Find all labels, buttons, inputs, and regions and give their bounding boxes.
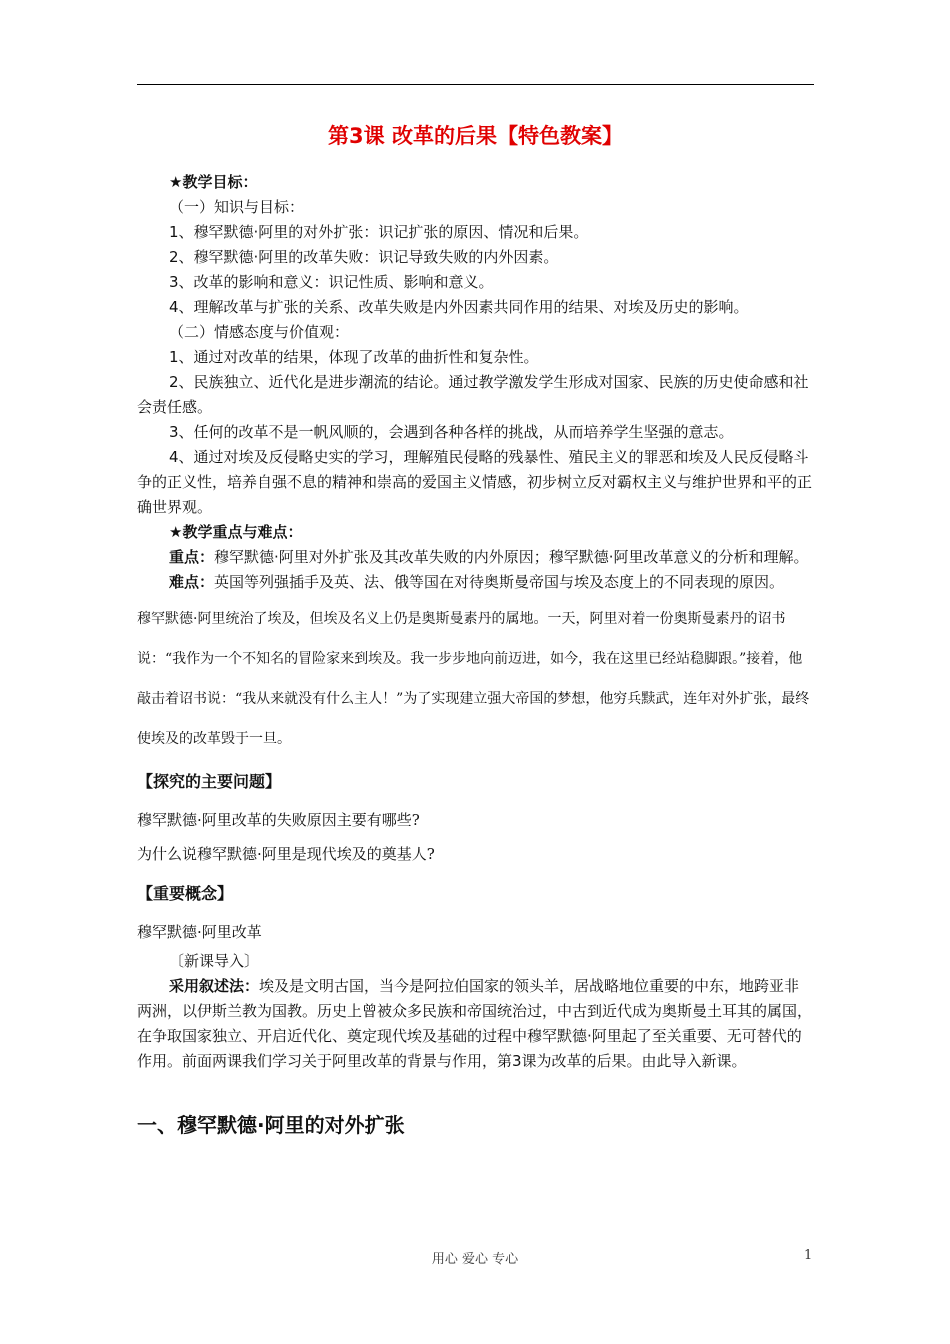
page-title: 第3课 改革的后果【特色教案】 bbox=[328, 124, 623, 148]
concepts-heading: 【重要概念】 bbox=[137, 884, 234, 903]
document-body bbox=[137, 120, 814, 1140]
objectives-heading: ★教学目标： bbox=[169, 173, 258, 191]
knowledge-heading: （一）知识与目标： bbox=[169, 198, 305, 216]
story-paragraph: 穆罕默德·阿里统治了埃及，但埃及名义上仍是奥斯曼素丹的属地。一天，阿里对着一份奥斯曼素丹的诏书说：“我作为一个不知名的冒险家来到埃及。我一步步地向前迈进，如今，我在这里已经站稳脚跟。”接着，他敲击着诏书说：“我从来就没有什么主人！”为了实现建立强大帝国的梦想，他穷兵黩武，连年对外扩张，最终使埃及的改革毁于一旦。 bbox=[137, 611, 810, 747]
inquiry-question: 为什么说穆罕默德·阿里是现代埃及的奠基人? bbox=[137, 845, 435, 863]
footer-text: 用心 爱心 专心 bbox=[431, 1252, 519, 1267]
emotion-item: 4、通过对埃及反侵略史实的学习，理解殖民侵略的残暴性、殖民主义的罪恶和埃及人民反侵略斗争的正义性，培养自强不息的精神和崇高的爱国主义情感，初步树立反对霸权主义与维护世界和平的正确世界观。 bbox=[137, 448, 813, 516]
focus-paragraph bbox=[137, 545, 814, 570]
intro-text: 埃及是文明古国，当今是阿拉伯国家的领头羊，居战略地位重要的中东，地跨亚非两洲，以伊斯兰教为国教。历史上曾被众多民族和帝国统治过，中古到近代成为奥斯曼土耳其的属国，在争取国家独立、开启近代化、奠定现代埃及基础的过程中穆罕默德·阿里起了至关重要、无可替代的作用。前面两课我们学习关于阿里改革的背景与作用，第3课为改革的后果。由此导入新课。 bbox=[137, 977, 813, 1070]
intro-heading: 〔新课导入〕 bbox=[169, 952, 260, 970]
emotion-item: 3、任何的改革不是一帆风顺的，会遇到各种各样的挑战，从而培养学生坚强的意志。 bbox=[169, 423, 734, 441]
page-number: 1 bbox=[804, 1248, 813, 1263]
intro-method-label: 采用叙述法： bbox=[169, 977, 260, 995]
section-one-heading: 一、穆罕默德·阿里的对外扩张 bbox=[137, 1113, 405, 1137]
focus-text: 穆罕默德·阿里对外扩张及其改革失败的内外原因；穆罕默德·阿里改革意义的分析和理解。 bbox=[214, 548, 809, 566]
emotion-heading: （二）情感态度与价值观： bbox=[169, 323, 350, 341]
knowledge-item: 3、改革的影响和意义：识记性质、影响和意义。 bbox=[169, 273, 494, 291]
emotion-item: 2、民族独立、近代化是进步潮流的结论。通过教学激发学生形成对国家、民族的历史使命感和社会责任感。 bbox=[137, 373, 809, 416]
key-points-heading: ★教学重点与难点： bbox=[169, 523, 303, 541]
difficulty-paragraph bbox=[137, 570, 814, 595]
concept-item: 穆罕默德·阿里改革 bbox=[137, 923, 262, 941]
header-rule bbox=[137, 84, 814, 85]
inquiry-question: 穆罕默德·阿里改革的失败原因主要有哪些? bbox=[137, 811, 420, 829]
difficulty-label: 难点： bbox=[169, 573, 215, 591]
focus-label: 重点： bbox=[169, 548, 215, 566]
intro-paragraph bbox=[137, 974, 814, 1074]
knowledge-item: 1、穆罕默德·阿里的对外扩张：识记扩张的原因、情况和后果。 bbox=[169, 223, 589, 241]
emotion-item: 1、通过对改革的结果，体现了改革的曲折性和复杂性。 bbox=[169, 348, 539, 366]
knowledge-item: 2、穆罕默德·阿里的改革失败：识记导致失败的内外因素。 bbox=[169, 248, 559, 266]
difficulty-text: 英国等列强插手及英、法、俄等国在对待奥斯曼帝国与埃及态度上的不同表现的原因。 bbox=[214, 573, 785, 591]
inquiry-heading: 【探究的主要问题】 bbox=[137, 772, 282, 791]
knowledge-item: 4、理解改革与扩张的关系、改革失败是内外因素共同作用的结果、对埃及历史的影响。 bbox=[169, 298, 749, 316]
